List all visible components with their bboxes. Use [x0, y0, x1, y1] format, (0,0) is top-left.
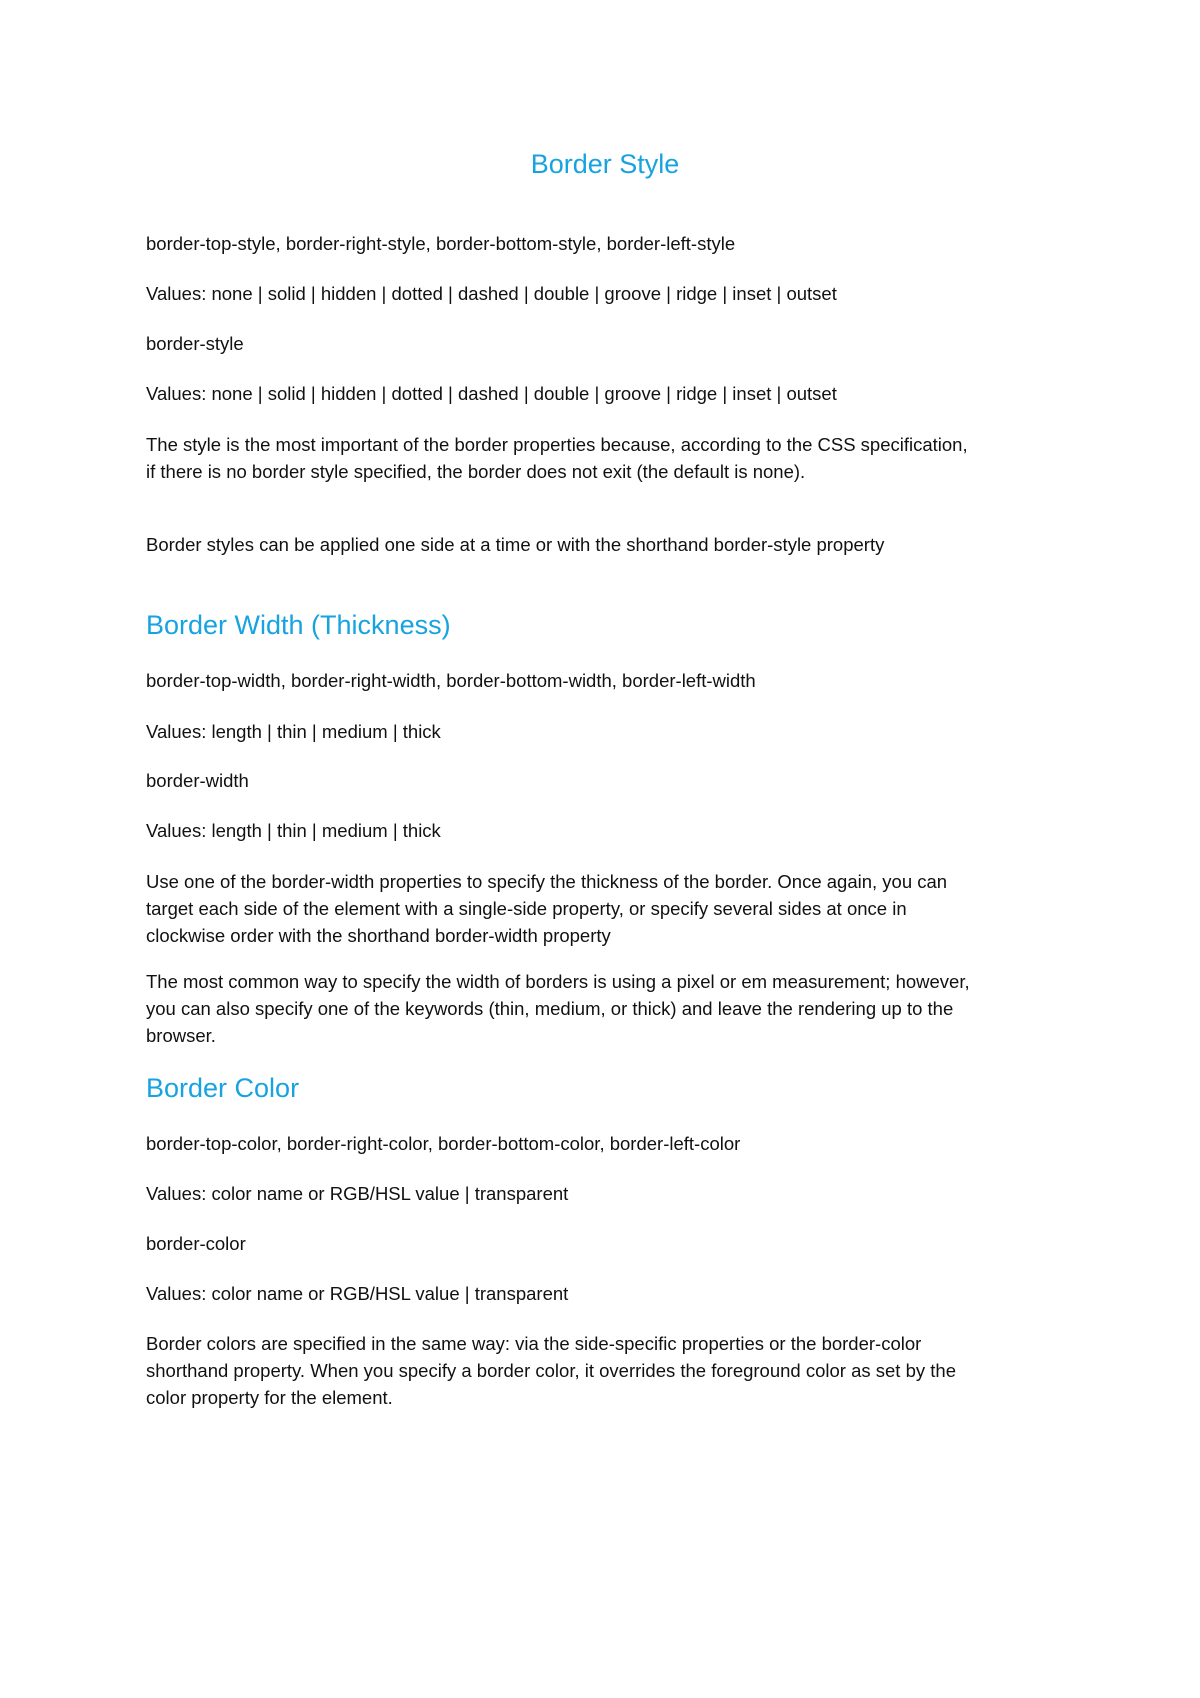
color-paragraph-1: Border colors are specified in the same way: via the side-specific properties or the border-color shorthand property. When you specify a border color, it overrides the foreground color as set by the color property for the element.	[146, 1333, 956, 1408]
heading-border-color: Border Color	[146, 1073, 300, 1103]
color-properties-line: border-top-color, border-right-color, border-bottom-color, border-left-color	[146, 1133, 741, 1154]
width-shorthand-line: border-width	[146, 770, 249, 791]
width-shorthand-values-line: Values: length | thin | medium | thick	[146, 820, 441, 841]
style-properties-line: border-top-style, border-right-style, border-bottom-style, border-left-style	[146, 233, 736, 254]
width-values-line: Values: length | thin | medium | thick	[146, 721, 441, 742]
width-paragraph-1: Use one of the border-width properties to specify the thickness of the border. Once again, you can target each side of the element with a single-side property, or specify several sides at once in clockwise order with the shorthand border-width property	[146, 871, 948, 946]
color-values-line: Values: color name or RGB/HSL value | transparent	[146, 1183, 569, 1204]
style-paragraph-2: Border styles can be applied one side at a time or with the shorthand border-style property	[146, 534, 885, 555]
style-shorthand-values-line: Values: none | solid | hidden | dotted | dashed | double | groove | ridge | inset | outset	[146, 383, 837, 404]
color-shorthand-values-line: Values: color name or RGB/HSL value | transparent	[146, 1283, 569, 1304]
heading-border-width: Border Width (Thickness)	[146, 610, 451, 640]
style-paragraph-1: The style is the most important of the border properties because, according to the CSS specification, if there is no border style specified, the border does not exit (the default is none).	[146, 434, 968, 482]
heading-border-style: Border Style	[530, 149, 680, 179]
width-properties-line: border-top-width, border-right-width, border-bottom-width, border-left-width	[146, 670, 756, 691]
width-paragraph-2: The most common way to specify the width of borders is using a pixel or em measurement; however, you can also specify one of the keywords (thin, medium, or thick) and leave the rendering up to the browser.	[146, 971, 970, 1046]
color-shorthand-line: border-color	[146, 1233, 246, 1254]
style-values-line: Values: none | solid | hidden | dotted | dashed | double | groove | ridge | inset | outset	[146, 283, 837, 304]
style-shorthand-line: border-style	[146, 333, 244, 354]
